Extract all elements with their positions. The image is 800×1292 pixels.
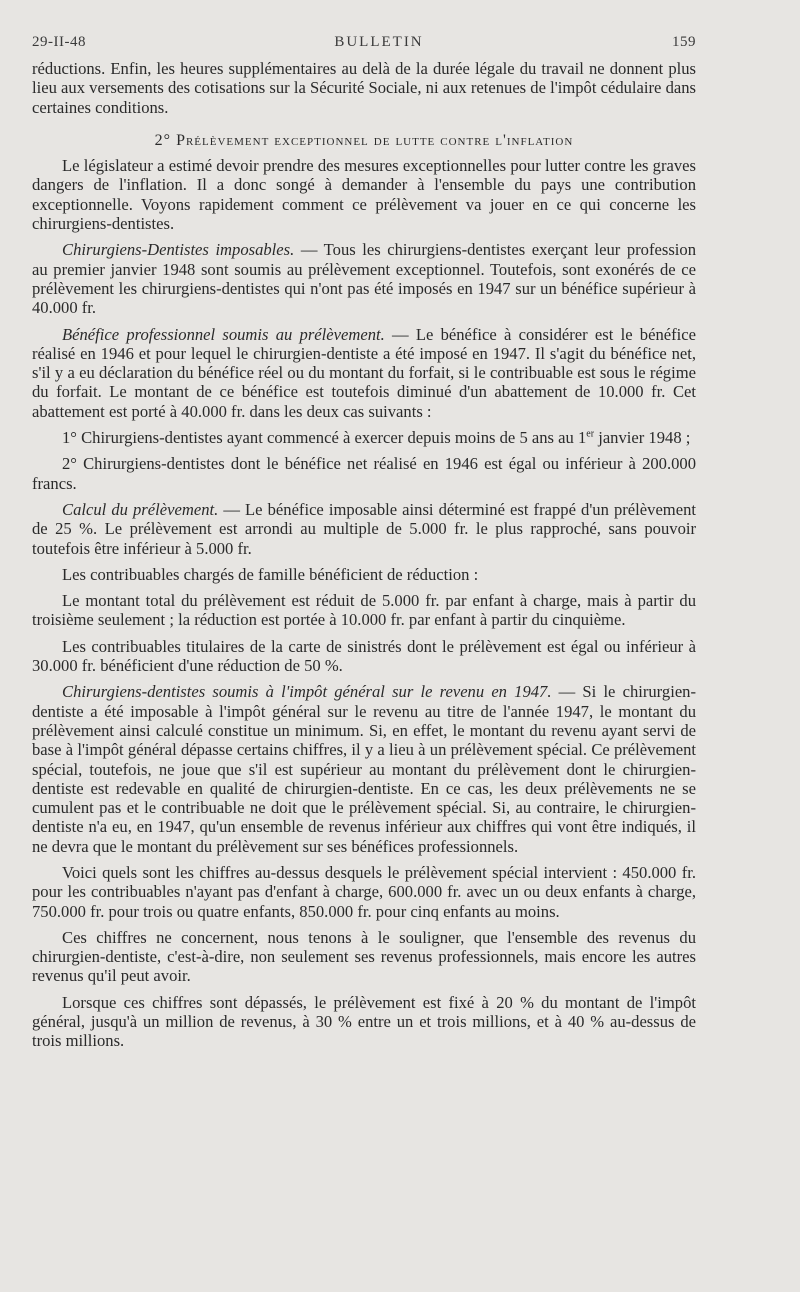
header-title: BULLETIN — [334, 34, 424, 50]
paragraph-taxable-dentists — [32, 240, 696, 317]
paragraph-taxable-profit — [32, 325, 696, 421]
paragraph-family: Les contribuables chargés de famille bénéficient de réduction : — [62, 564, 479, 584]
list-item-2: 2° Chirurgiens-dentistes dont le bénéfice net réalisé en 1946 est égal ou inférieur à 200.000 francs. — [32, 454, 696, 493]
paragraph-reduction: Le montant total du prélèvement est réduit de 5.000 fr. par enfant à charge, mais à partir du troisième seulement ; la réduction est portée à 10.000 fr. par enfant à partir du cinquième. — [32, 591, 696, 630]
list-item-1: 1° Chirurgiens-dentistes ayant commencé à exercer depuis moins de 5 ans au 1er janvier 1948 ; — [62, 428, 691, 448]
paragraph-text: — Tous les chirurgiens-dentistes exerçant leur profession au premier janvier 1948 sont soumis au prélèvement exceptionnel. Toutefois, sont exonérés de ce prélèvement les chirurgiens-dentistes qui n'ont pas été imposés en 1947 sur un bénéfice supérieur à 40.000 fr. — [32, 240, 696, 318]
paragraph-calculation — [32, 500, 696, 558]
paragraph-thresholds: Voici quels sont les chiffres au-dessus desquels le prélèvement spécial intervient : 450.000 fr. pour les contribuables n'ayant pas d'enfant à charge, 600.000 fr. avec un ou deux enfants à charge, 750.000 fr. pour trois ou quatre enfants, 850.000 fr. pour cinq enfants au moins. — [32, 862, 696, 921]
paragraph-continuation: réductions. Enfin, les heures supplémentaires au delà de la durée légale du travail ne donnent plus lieu aux versements des cotisations sur la Sécurité Sociale, ni aux retenues de l'impôt cédulaire dans certaines conditions. — [32, 59, 696, 117]
paragraph-text: — Le bénéfice à considérer est le bénéfice réalisé en 1946 et pour lequel le chirurgien-dentiste a été imposé en 1947. Il s'agit du bénéfice net, s'il y a eu déclaration du bénéfice réel ou du montant du forfait, si le contribuable est sous le régime du forfait. Le montant de ce bénéfice est toutefois diminué d'un abattement de 10.000 fr. Cet abattement est porté à 40.000 fr. dans les deux cas suivants : — [32, 324, 697, 421]
paragraph-rates: Lorsque ces chiffres sont dépassés, le prélèvement est fixé à 20 % du montant de l'impôt général, jusqu'à un million de revenus, à 30 % entre un et trois millions, et à 40 % au-dessus de trois millions. — [32, 992, 696, 1051]
subheading: Chirurgiens-Dentistes imposables. — [62, 240, 295, 260]
header-date: 29-II-48 — [32, 34, 86, 50]
paragraph-intro: Le législateur a estimé devoir prendre des mesures exceptionnelles pour lutter contre les graves dangers de l'inflation. Il a donc songé à demander à l'ensemble du pays une contribution exceptionnelle. Voyons rapidement comment ce prélèvement va jouer en ce qui concerne les chirurgiens-dentistes. — [32, 156, 696, 234]
paragraph-text: — Si le chirurgien-dentiste a été imposable à l'impôt général sur le revenu au titre de l'année 1947, le montant du prélèvement ainsi calculé constitue un minimum. Si, en effet, le montant du revenu ayant servi de base à l'impôt général dépasse certains chiffres, il y a lieu à un prélèvement spécial. Ce prélèvement spécial, toutefois, ne joue que s'il est supérieur au montant du prélèvement dont le chirurgien-dentiste est redevable en qualité de chirurgien-dentiste. En ce cas, les deux prélèvements ne se cumulent pas et le contribuable ne doit que le prélèvement spécial. Si, au contraire, le chirurgien-dentiste n'a eu, en 1947, qu'un ensemble de revenus inférieur aux chiffres qui vont être indiqués, il ne devra que le montant du prélèvement sur ses bénéfices professionnels. — [32, 682, 697, 856]
section-title: 2° Prélèvement exceptionnel de lutte contre l'inflation — [154, 131, 574, 149]
page-header — [32, 34, 696, 51]
article-body — [32, 59, 696, 1051]
subheading: Calcul du prélèvement. — [62, 499, 219, 519]
paragraph-text: — Le bénéfice imposable ainsi déterminé est frappé d'un prélèvement de 25 %. Le prélèvement est arrondi au multiple de 5.000 fr. le plus rapproché, sans pouvoir toutefois être inférieur à 5.000 fr. — [32, 499, 696, 558]
paragraph-general-tax — [32, 682, 696, 856]
subheading: Chirurgiens-dentistes soumis à l'impôt général sur le revenu en 1947. — [62, 682, 552, 702]
paragraph-note: Ces chiffres ne concernent, nous tenons à le souligner, que l'ensemble des revenus du chirurgien-dentiste, c'est-à-dire, non seulement ses revenus professionnels, mais encore les autres revenus qu'il peut avoir. — [32, 927, 696, 986]
paragraph-disaster-victims: Les contribuables titulaires de la carte de sinistrés dont le prélèvement est égal ou inférieur à 30.000 fr. bénéficient d'une réduction de 50 %. — [32, 636, 696, 676]
subheading: Bénéfice professionnel soumis au prélèvement. — [62, 324, 385, 344]
page-number: 159 — [672, 34, 696, 50]
